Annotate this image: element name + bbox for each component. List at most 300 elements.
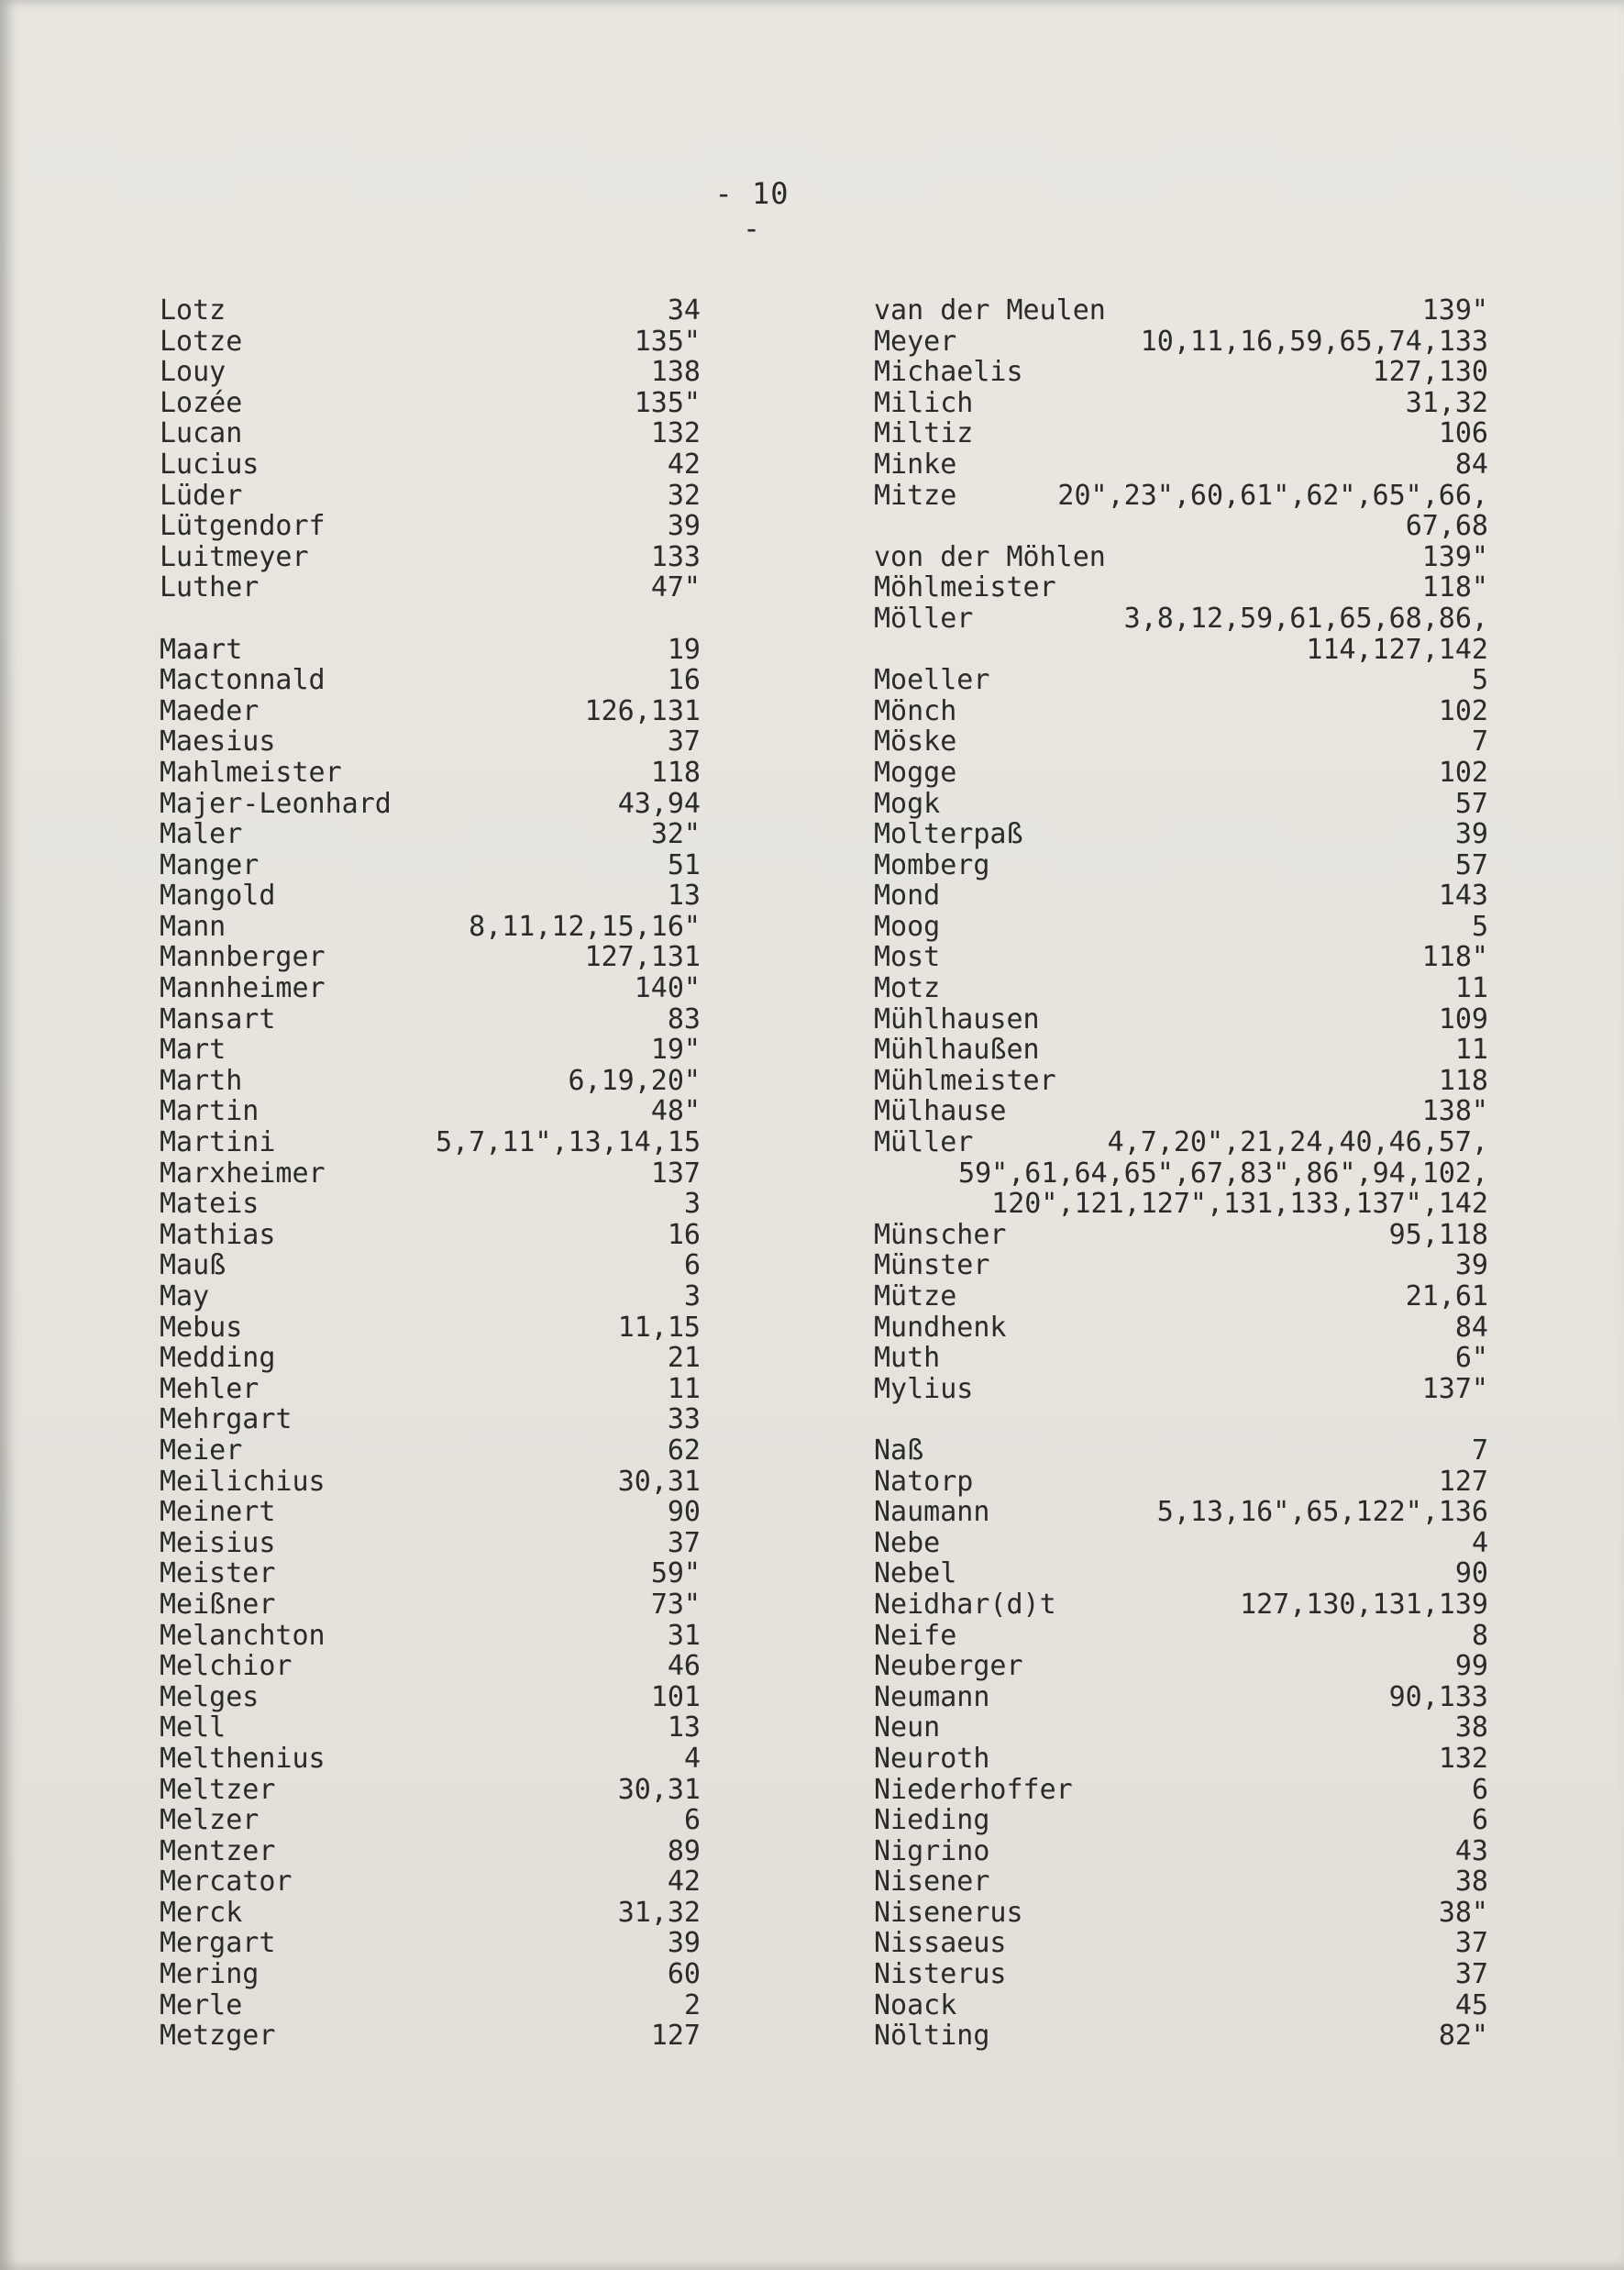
entry-name: Mond <box>874 880 941 913</box>
index-entry <box>874 758 1534 789</box>
index-entry <box>874 1281 1534 1312</box>
index-entry <box>874 1589 1534 1621</box>
entry-name: Merle <box>160 1988 243 2021</box>
entry-name: Nieding <box>874 1804 990 1837</box>
entry-name: Martini <box>160 1126 276 1159</box>
entry-name: Mülhause <box>874 1095 1007 1128</box>
entry-pages: 13 <box>667 880 701 913</box>
entry-pages: 101 <box>650 1680 701 1713</box>
entry-name: Mehrgart <box>160 1403 293 1436</box>
index-entry <box>160 1990 746 2021</box>
index-entry <box>160 635 746 666</box>
index-entry <box>874 1220 1534 1251</box>
entry-pages: 59" <box>650 1557 701 1590</box>
entry-name: Neumann <box>874 1680 990 1713</box>
entry-name: Mateis <box>160 1188 260 1221</box>
entry-pages: 48" <box>650 1095 701 1128</box>
entry-pages: 95,118 <box>1388 1218 1488 1251</box>
index-column-right <box>874 295 1534 2052</box>
index-entry <box>160 388 746 419</box>
entry-name: Lüder <box>160 479 243 512</box>
entry-pages: 132 <box>1438 1742 1488 1775</box>
index-entry <box>874 418 1534 449</box>
entry-name: Maler <box>160 818 243 851</box>
entry-pages: 39 <box>1454 1249 1488 1282</box>
entry-name: Lucan <box>160 417 243 450</box>
index-entry <box>160 1959 746 1990</box>
index-entry <box>874 1528 1534 1559</box>
entry-pages: 3 <box>683 1280 701 1312</box>
index-entry <box>160 665 746 696</box>
entry-name: Mogge <box>874 756 957 789</box>
entry-name: Lozée <box>160 386 243 419</box>
index-entry <box>874 1682 1534 1713</box>
index-entry <box>874 327 1534 358</box>
index-entry <box>160 1189 746 1220</box>
index-entry <box>874 1435 1534 1467</box>
entry-name: Medding <box>160 1342 276 1375</box>
entry-name: Neuberger <box>874 1650 1023 1683</box>
index-entry <box>160 1374 746 1405</box>
entry-name: Meier <box>160 1434 243 1467</box>
index-entry <box>874 1158 1534 1190</box>
entry-name: Metzger <box>160 2020 276 2053</box>
index-entry <box>160 1836 746 1867</box>
entry-pages: 11 <box>1454 1034 1488 1067</box>
entry-name: Moog <box>874 910 941 943</box>
index-entry <box>160 327 746 358</box>
entry-name: Maeder <box>160 694 260 727</box>
entry-name: Mangold <box>160 880 276 913</box>
entry-name: Mergart <box>160 1927 276 1960</box>
index-column-left <box>160 295 746 2052</box>
index-entry <box>874 1744 1534 1775</box>
entry-name: Möller <box>874 602 974 635</box>
entry-name: Neun <box>874 1711 941 1744</box>
index-entry <box>160 357 746 388</box>
index-entry <box>160 1621 746 1652</box>
entry-pages: 34 <box>667 294 701 327</box>
entry-name: Mitze <box>874 479 957 512</box>
entry-name: Nebel <box>874 1557 957 1590</box>
entry-pages: 3 <box>683 1188 701 1221</box>
index-entry <box>874 1127 1534 1158</box>
entry-name: Meister <box>160 1557 276 1590</box>
entry-name: May <box>160 1280 210 1312</box>
entry-name: Motz <box>874 972 941 1005</box>
index-entry <box>874 1928 1534 1959</box>
index-entry <box>160 758 746 789</box>
index-entry <box>160 1467 746 1498</box>
index-entry <box>874 1775 1534 1806</box>
index-entry <box>874 1990 1534 2021</box>
entry-pages: 57 <box>1454 848 1488 881</box>
entry-pages: 139" <box>1421 294 1488 327</box>
entry-name: Mebus <box>160 1311 243 1344</box>
entry-name: Mansart <box>160 1002 276 1035</box>
index-entry <box>160 572 746 603</box>
entry-pages: 90 <box>1454 1557 1488 1590</box>
entry-name: Meißner <box>160 1588 276 1621</box>
entry-pages: 84 <box>1454 1311 1488 1344</box>
index-entry <box>874 1866 1534 1898</box>
entry-name: Neidhar(d)t <box>874 1588 1056 1621</box>
entry-pages: 45 <box>1454 1988 1488 2021</box>
entry-pages: 7 <box>1471 725 1488 759</box>
index-entry <box>874 1651 1534 1682</box>
entry-pages: 118" <box>1421 571 1488 604</box>
entry-pages: 133 <box>650 540 701 573</box>
entry-pages: 102 <box>1438 694 1488 727</box>
entry-pages: 5 <box>1471 910 1488 943</box>
entry-pages: 118 <box>650 756 701 789</box>
entry-pages: 138" <box>1421 1095 1488 1128</box>
entry-pages: 67,68 <box>1405 510 1488 543</box>
entry-pages: 16 <box>667 1218 701 1251</box>
index-entry <box>874 572 1534 603</box>
entry-name: Mühlhaußen <box>874 1034 1040 1067</box>
index-entry <box>874 973 1534 1004</box>
entry-pages: 43,94 <box>617 787 701 820</box>
entry-name: Nisterus <box>874 1958 1007 1991</box>
index-entry <box>874 449 1534 481</box>
entry-pages: 5,7,11",13,14,15 <box>436 1126 701 1159</box>
entry-name: Moeller <box>874 664 990 697</box>
index-entry <box>160 511 746 542</box>
entry-pages: 106 <box>1438 417 1488 450</box>
entry-name: Mentzer <box>160 1834 276 1867</box>
index-entry <box>160 880 746 912</box>
index-entry <box>874 1712 1534 1744</box>
entry-name: Noack <box>874 1988 957 2021</box>
entry-name: Meinert <box>160 1496 276 1529</box>
entry-name: van der Meulen <box>874 294 1106 327</box>
entry-pages: 127,130,131,139 <box>1240 1588 1488 1621</box>
entry-pages: 43 <box>1454 1834 1488 1867</box>
entry-name: Melges <box>160 1680 260 1713</box>
index-entry <box>160 1651 746 1682</box>
entry-pages: 127 <box>1438 1465 1488 1498</box>
entry-pages: 11,15 <box>617 1311 701 1344</box>
entry-name: Lotze <box>160 325 243 358</box>
index-entry <box>874 726 1534 758</box>
index-entry <box>874 295 1534 327</box>
entry-pages: 16 <box>667 664 701 697</box>
entry-name: Marxheimer <box>160 1157 326 1190</box>
index-entry <box>874 880 1534 912</box>
index-entry <box>160 1066 746 1097</box>
entry-pages: 37 <box>1454 1927 1488 1960</box>
index-entry <box>874 511 1534 542</box>
entry-name: Münscher <box>874 1218 1007 1251</box>
index-entry <box>874 481 1534 512</box>
entry-pages: 20",23",60,61",62",65",66, <box>1057 479 1488 512</box>
entry-name: Milich <box>874 386 974 419</box>
index-entry <box>874 665 1534 696</box>
entry-pages: 19" <box>650 1034 701 1067</box>
entry-pages: 84 <box>1454 448 1488 481</box>
index-entry <box>874 1374 1534 1405</box>
entry-name: Merck <box>160 1896 243 1929</box>
entry-name: Mönch <box>874 694 957 727</box>
entry-pages: 21 <box>667 1342 701 1375</box>
entry-name: Mütze <box>874 1280 957 1312</box>
entry-pages: 137 <box>650 1157 701 1190</box>
entry-pages: 109 <box>1438 1002 1488 1035</box>
index-entry <box>160 1158 746 1190</box>
index-entry <box>874 388 1534 419</box>
index-entry <box>160 789 746 820</box>
index-entry <box>874 942 1534 973</box>
entry-pages: 62 <box>667 1434 701 1467</box>
index-entry <box>874 542 1534 573</box>
entry-pages: 118" <box>1421 941 1488 974</box>
index-entry <box>874 1898 1534 1929</box>
index-entry <box>160 726 746 758</box>
entry-name: Louy <box>160 356 226 389</box>
index-entry <box>874 1096 1534 1127</box>
index-entry <box>874 1189 1534 1220</box>
entry-pages: 10,11,16,59,65,74,133 <box>1140 325 1488 358</box>
index-entry <box>160 1805 746 1836</box>
entry-name: Mercator <box>160 1866 293 1899</box>
entry-name: Lütgendorf <box>160 510 326 543</box>
entry-pages: 11 <box>1454 972 1488 1005</box>
index-entry <box>160 850 746 881</box>
index-entry <box>160 1558 746 1589</box>
index-entry <box>874 696 1534 727</box>
entry-pages: 140" <box>634 972 701 1005</box>
section-gap <box>874 1404 1534 1435</box>
entry-pages: 4 <box>683 1742 701 1775</box>
entry-name: Meilichius <box>160 1465 326 1498</box>
index-entry <box>874 1621 1534 1652</box>
index-entry <box>874 635 1534 666</box>
index-entry <box>874 1959 1534 1990</box>
entry-pages: 4,7,20",21,24,40,46,57, <box>1107 1126 1488 1159</box>
entry-name: Mannheimer <box>160 972 326 1005</box>
index-entry <box>160 1898 746 1929</box>
entry-name: Neife <box>874 1619 957 1652</box>
index-entry <box>874 1066 1534 1097</box>
entry-name: Minke <box>874 448 957 481</box>
entry-pages: 2 <box>683 1988 701 2021</box>
entry-pages: 6" <box>1454 1342 1488 1375</box>
entry-name: Nölting <box>874 2020 990 2053</box>
entry-pages: 3,8,12,59,61,65,68,86, <box>1123 602 1488 635</box>
index-entry <box>160 973 746 1004</box>
entry-pages: 90,133 <box>1388 1680 1488 1713</box>
entry-name: Most <box>874 941 941 974</box>
entry-name: Mactonnald <box>160 664 326 697</box>
entry-name: Naumann <box>874 1496 990 1529</box>
index-entry <box>874 850 1534 881</box>
entry-pages: 6,19,20" <box>568 1064 701 1097</box>
index-entry <box>874 1836 1534 1867</box>
entry-pages: 6 <box>683 1804 701 1837</box>
entry-pages: 19 <box>667 633 701 666</box>
section-gap <box>160 603 746 635</box>
index-entry <box>160 1775 746 1806</box>
entry-pages: 83 <box>667 1002 701 1035</box>
entry-pages: 32" <box>650 818 701 851</box>
entry-pages: 37 <box>1454 1958 1488 1991</box>
entry-name: Nissaeus <box>874 1927 1007 1960</box>
entry-name: Melanchton <box>160 1619 326 1652</box>
entry-pages: 132 <box>650 417 701 450</box>
entry-name: Mundhenk <box>874 1311 1007 1344</box>
entry-pages: 38" <box>1438 1896 1488 1929</box>
entry-name: Mell <box>160 1711 226 1744</box>
index-entry <box>874 603 1534 635</box>
index-entry <box>160 1404 746 1435</box>
index-entry <box>160 819 746 850</box>
index-entry <box>160 1312 746 1344</box>
entry-pages: 5,13,16",65,122",136 <box>1156 1496 1488 1529</box>
entry-pages: 6 <box>1471 1773 1488 1806</box>
entry-name: Muth <box>874 1342 941 1375</box>
entry-pages: 30,31 <box>617 1465 701 1498</box>
entry-name: Möhlmeister <box>874 571 1056 604</box>
entry-pages: 8 <box>1471 1619 1488 1652</box>
index-entry <box>160 1866 746 1898</box>
entry-name: Nisenerus <box>874 1896 1023 1929</box>
entry-pages: 21,61 <box>1405 1280 1488 1312</box>
entry-pages: 6 <box>1471 1804 1488 1837</box>
entry-pages: 135" <box>634 325 701 358</box>
entry-pages: 37 <box>667 1526 701 1559</box>
entry-name: Meltzer <box>160 1773 276 1806</box>
entry-pages: 11 <box>667 1372 701 1405</box>
entry-pages: 37 <box>667 725 701 759</box>
entry-pages: 126,131 <box>584 694 701 727</box>
entry-name: Mühlmeister <box>874 1064 1056 1097</box>
entry-pages: 138 <box>650 356 701 389</box>
entry-pages: 57 <box>1454 787 1488 820</box>
entry-name: Nigrino <box>874 1834 990 1867</box>
index-entry <box>874 357 1534 388</box>
index-entry <box>160 1035 746 1066</box>
entry-pages: 6 <box>683 1249 701 1282</box>
entry-pages: 102 <box>1438 756 1488 789</box>
entry-pages: 89 <box>667 1834 701 1867</box>
entry-name: Meisius <box>160 1526 276 1559</box>
entry-pages: 73" <box>650 1588 701 1621</box>
entry-name: Nisener <box>874 1866 990 1899</box>
index-entry <box>874 1343 1534 1374</box>
entry-pages: 90 <box>667 1496 701 1529</box>
entry-name: Melzer <box>160 1804 260 1837</box>
entry-name: Molterpaß <box>874 818 1023 851</box>
entry-name: Mauß <box>160 1249 226 1282</box>
entry-pages: 38 <box>1454 1866 1488 1899</box>
entry-pages: 31,32 <box>1405 386 1488 419</box>
entry-pages: 39 <box>667 510 701 543</box>
entry-pages: 4 <box>1471 1526 1488 1559</box>
entry-name: Niederhoffer <box>874 1773 1073 1806</box>
entry-pages: 127,131 <box>584 941 701 974</box>
index-entry <box>874 1312 1534 1344</box>
entry-pages: 114,127,142 <box>1306 633 1488 666</box>
entry-name: Melchior <box>160 1650 293 1683</box>
entry-pages: 47" <box>650 571 701 604</box>
entry-name: Müller <box>874 1126 974 1159</box>
index-entry <box>160 942 746 973</box>
entry-pages: 120",121,127",131,133,137",142 <box>991 1188 1488 1221</box>
entry-name: Mathias <box>160 1218 276 1251</box>
entry-name: Münster <box>874 1249 990 1282</box>
entry-pages: 7 <box>1471 1434 1488 1467</box>
index-entry <box>160 1744 746 1775</box>
entry-name: Mahlmeister <box>160 756 342 789</box>
index-entry <box>160 1528 746 1559</box>
entry-name: Mann <box>160 910 226 943</box>
entry-pages: 5 <box>1471 664 1488 697</box>
index-entry <box>874 2021 1534 2052</box>
index-entry <box>160 1281 746 1312</box>
entry-name: Möske <box>874 725 957 759</box>
index-entry <box>160 1435 746 1467</box>
index-entry <box>160 1343 746 1374</box>
index-entry <box>160 481 746 512</box>
index-entry <box>160 1497 746 1528</box>
index-entry <box>160 2021 746 2052</box>
index-entry <box>160 542 746 573</box>
entry-pages: 59",61,64,65",67,83",86",94,102, <box>958 1157 1488 1190</box>
entry-pages: 31,32 <box>617 1896 701 1929</box>
index-entry <box>160 1127 746 1158</box>
index-entry <box>874 1035 1534 1066</box>
entry-pages: 51 <box>667 848 701 881</box>
index-entry <box>160 1250 746 1281</box>
index-entry <box>160 295 746 327</box>
index-entry <box>160 1589 746 1621</box>
index-entry <box>874 1497 1534 1528</box>
index-entry <box>160 696 746 727</box>
entry-name: Miltiz <box>874 417 974 450</box>
entry-pages: 137" <box>1421 1372 1488 1405</box>
entry-pages: 39 <box>667 1927 701 1960</box>
entry-pages: 143 <box>1438 880 1488 913</box>
entry-name: Natorp <box>874 1465 974 1498</box>
entry-pages: 39 <box>1454 818 1488 851</box>
entry-name: Mehler <box>160 1372 260 1405</box>
entry-pages: 99 <box>1454 1650 1488 1683</box>
entry-name: Lotz <box>160 294 226 327</box>
entry-pages: 127 <box>650 2020 701 2053</box>
index-entry <box>160 1220 746 1251</box>
index-entry <box>874 789 1534 820</box>
index-entry <box>160 449 746 481</box>
entry-name: Melthenius <box>160 1742 326 1775</box>
entry-name: Nebe <box>874 1526 941 1559</box>
entry-pages: 38 <box>1454 1711 1488 1744</box>
entry-name: Mylius <box>874 1372 974 1405</box>
index-entry <box>160 1928 746 1959</box>
entry-name: Mühlhausen <box>874 1002 1040 1035</box>
entry-name: Mannberger <box>160 941 326 974</box>
entry-pages: 139" <box>1421 540 1488 573</box>
entry-pages: 31 <box>667 1619 701 1652</box>
index-entry <box>874 1467 1534 1498</box>
entry-name: Manger <box>160 848 260 881</box>
entry-pages: 46 <box>667 1650 701 1683</box>
entry-name: Marth <box>160 1064 243 1097</box>
entry-pages: 13 <box>667 1711 701 1744</box>
entry-pages: 82" <box>1438 2020 1488 2053</box>
entry-name: Martin <box>160 1095 260 1128</box>
entry-name: Neuroth <box>874 1742 990 1775</box>
